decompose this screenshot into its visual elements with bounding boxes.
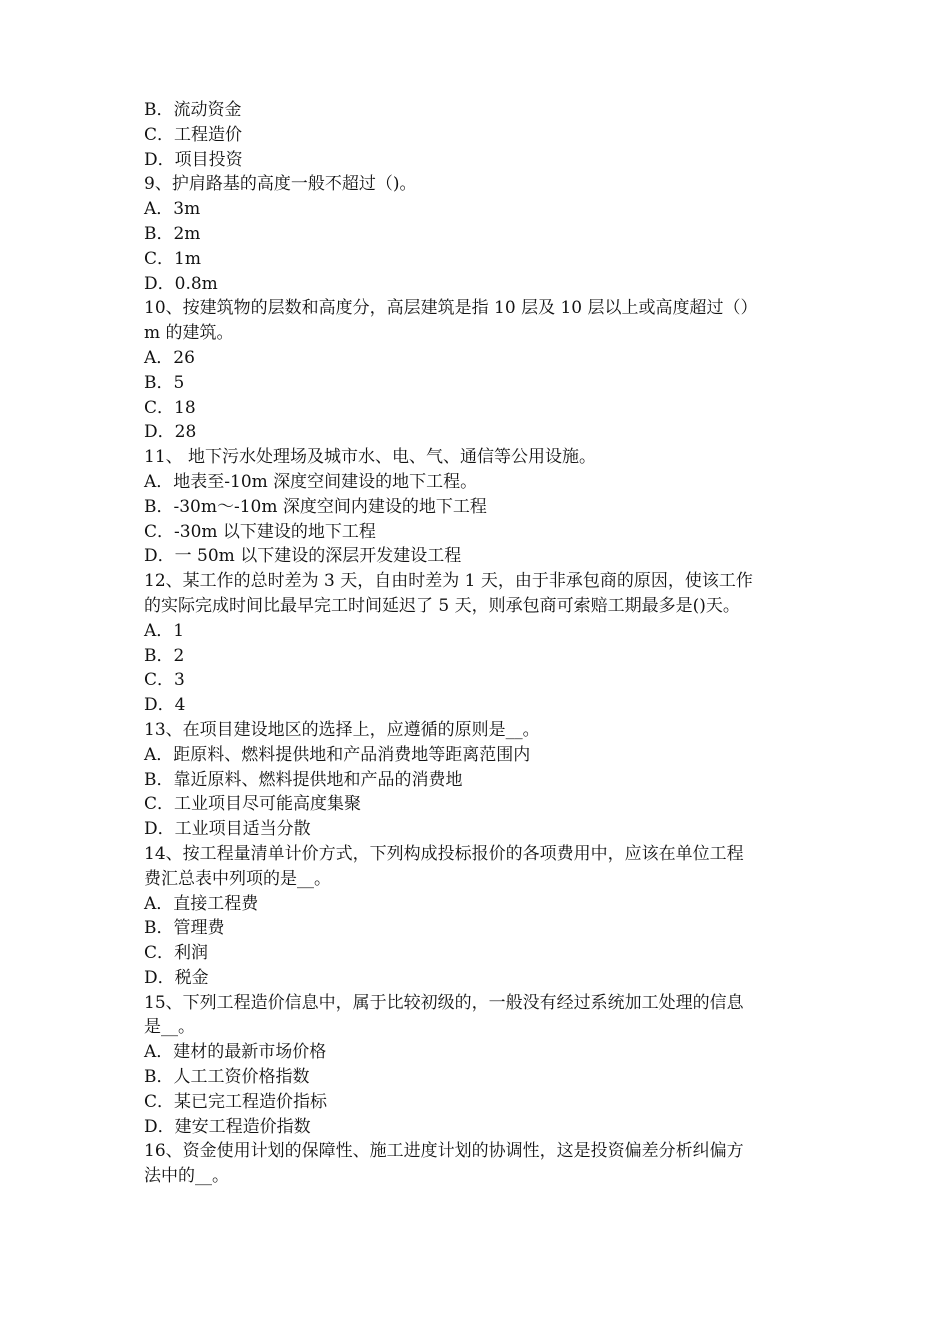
answer-option: B．流动资金 <box>144 100 242 120</box>
answer-option: D．项目投资 <box>144 149 243 170</box>
question-text: 15、下列工程造价信息中，属于比较初级的，一般没有经过系统加工处理的信息 <box>144 992 744 1013</box>
question-text: 14、按工程量清单计价方式，下列构成投标报价的各项费用中，应该在单位工程 <box>144 843 744 864</box>
answer-option: D．建安工程造价指数 <box>144 1116 311 1137</box>
answer-option: D．一 50m 以下建设的深层开发建设工程 <box>144 546 462 567</box>
answer-option: B．-30m～-10m 深度空间内建设的地下工程 <box>144 496 487 517</box>
answer-option: A．1 <box>144 620 185 641</box>
answer-option: C．18 <box>144 397 196 418</box>
answer-option: A．26 <box>144 347 195 368</box>
question-text: 10、按建筑物的层数和高度分，高层建筑是指 10 层及 10 层以上或高度超过（） <box>144 298 758 319</box>
answer-option: B．2m <box>144 223 201 244</box>
question-text-continued: 的实际完成时间比最早完工时间延迟了 5 天，则承包商可索赔工期最多是()天。 <box>144 595 740 616</box>
question-list <box>144 98 810 1189</box>
answer-option: D．0.8m <box>144 273 218 294</box>
question-text-continued: 是__。 <box>144 1017 195 1038</box>
answer-option: B．2 <box>144 645 185 666</box>
answer-option: A．地表至-10m 深度空间建设的地下工程。 <box>144 471 478 492</box>
question-text-continued: m 的建筑。 <box>144 323 234 344</box>
question-text: 16、资金使用计划的保障性、施工进度计划的协调性，这是投资偏差分析纠偏方 <box>144 1141 744 1162</box>
answer-option: B．5 <box>144 372 185 393</box>
answer-option: A．建材的最新市场价格 <box>144 1042 327 1063</box>
question-text: 11、 地下污水处理场及城市水、电、气、通信等公用设施。 <box>144 447 597 468</box>
answer-option: B．管理费 <box>144 918 225 939</box>
answer-option: A．距原料、燃料提供地和产品消费地等距离范围内 <box>144 744 531 765</box>
answer-option: D．工业项目适当分散 <box>144 819 311 840</box>
answer-option: D．4 <box>144 695 186 716</box>
answer-option: C．3 <box>144 670 185 691</box>
answer-option: A．直接工程费 <box>144 893 259 914</box>
answer-option: B．靠近原料、燃料提供地和产品的消费地 <box>144 769 463 790</box>
answer-option: C．某已完工程造价指标 <box>144 1091 328 1112</box>
question-text-continued: 费汇总表中列项的是__。 <box>144 868 331 889</box>
answer-option: C．-30m 以下建设的地下工程 <box>144 521 376 542</box>
answer-option: C．工业项目尽可能高度集聚 <box>144 794 362 815</box>
answer-option: C．利润 <box>144 943 209 964</box>
answer-option: C．1m <box>144 248 201 269</box>
answer-option: C．工程造价 <box>144 124 243 145</box>
question-text: 9、护肩路基的高度一般不超过（)。 <box>144 174 417 195</box>
question-text: 13、在项目建设地区的选择上，应遵循的原则是__。 <box>144 719 540 740</box>
question-text-continued: 法中的__。 <box>144 1166 229 1187</box>
answer-option: D．税金 <box>144 967 209 988</box>
answer-option: B．人工工资价格指数 <box>144 1067 310 1088</box>
answer-option: A．3m <box>144 199 201 220</box>
question-text: 12、某工作的总时差为 3 天，自由时差为 1 天，由于非承包商的原因，使该工作 <box>144 571 753 592</box>
answer-option: D．28 <box>144 422 197 443</box>
